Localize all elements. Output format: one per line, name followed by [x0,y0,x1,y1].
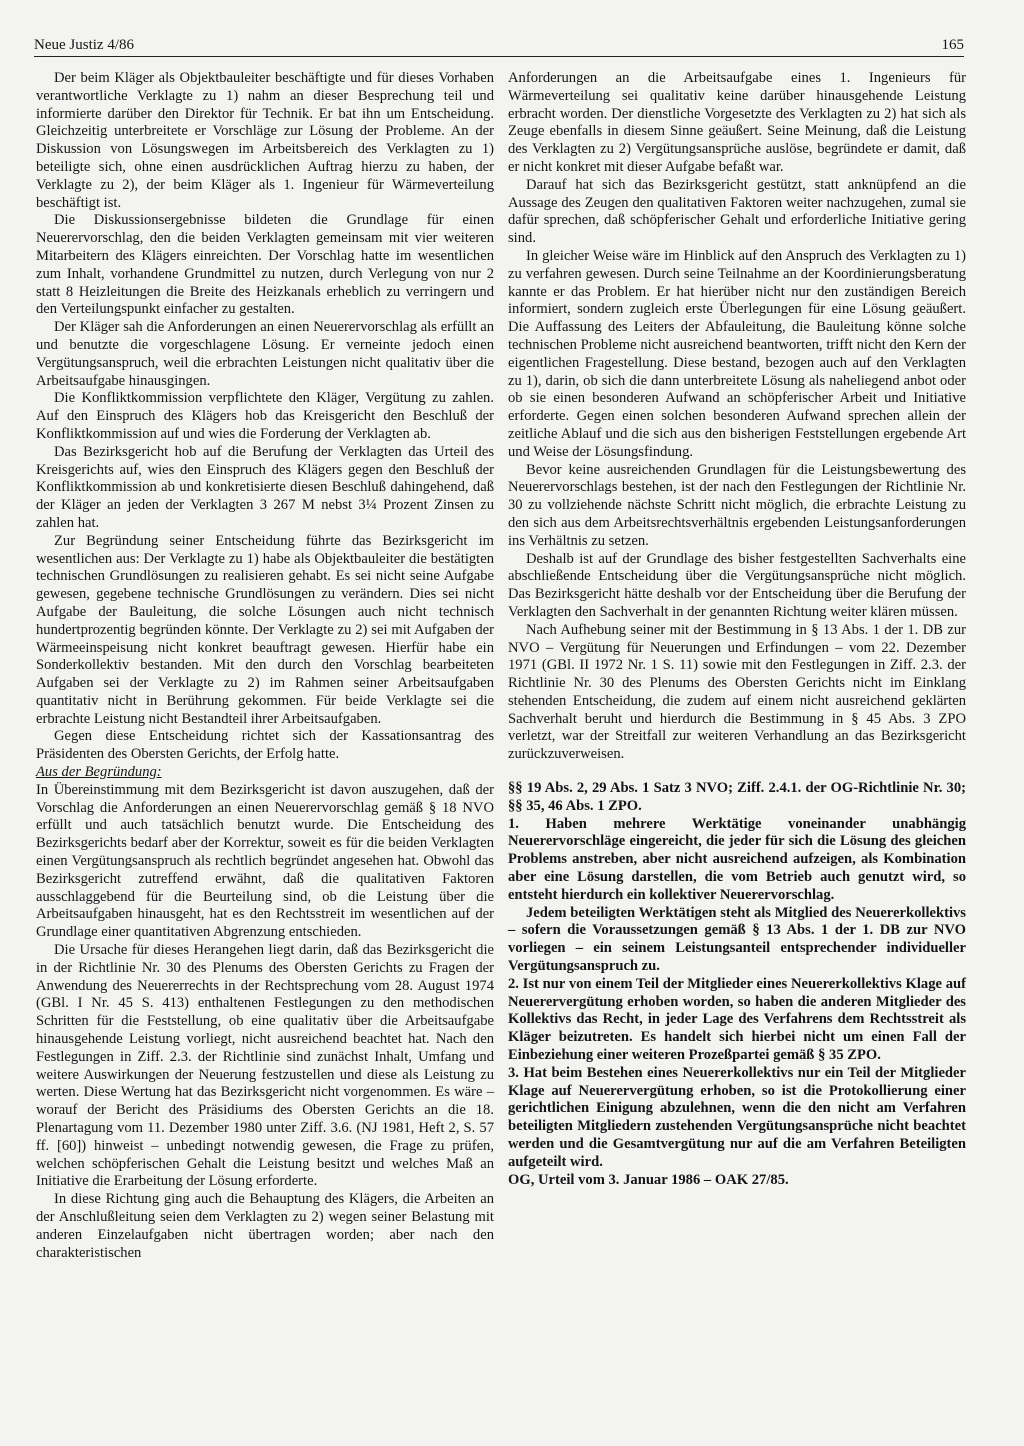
legal-references: §§ 19 Abs. 2, 29 Abs. 1 Satz 3 NVO; Ziff. 2.4.1. der OG-Richtlinie Nr. 30; §§ 35, 46 Abs. 1 ZPO. [508,780,966,814]
paragraph: Die Ursache für dieses Herangehen liegt darin, daß das Bezirksgericht die in der Richtlinie Nr. 30 des Plenums des Obersten Gerichts zu Fragen der Anwendung des Neuererrechts in der Rechtsprechung vom 28. August 1974 (GBl. I Nr. 45 S. 413) enthaltenen Festlegungen zu den methodischen Schritten für die Feststellung, ob eine qualitativ über die Arbeitsaufgabe hinausgehende Leistung vorliegt, nicht ausreichend beachtet hat. Nach den Festlegungen in Ziff. 2.3. der Richtlinie sind zunächst Inhalt, Umfang und weitere Auswirkungen der Neuerung festzustellen und diese als Leistung zu werten. Diese Wertung hat das Bezirksgericht nicht vorgenommen. Es wäre – worauf der Bericht des Präsidiums des Obersten Gerichts an die 18. Plenartagung vom 11. Dezember 1980 unter Ziff. 3.6. (NJ 1981, Heft 2, S. 57 ff. [60]) hinweist – unbedingt notwendig gewesen, die Frage zu prüfen, welchen schöpferischen Gehalt die Leistung besitzt und welches Maß an Initiative die Erarbeitung der Lösung erforderte. [36,942,494,1190]
paragraph: Nach Aufhebung seiner mit der Bestimmung in § 13 Abs. 1 der 1. DB zur NVO – Vergütung für Neuerungen und Erfindungen – vom 22. Dezember 1971 (GBl. II 1972 Nr. 1 S. 11) sowie mit den Festlegungen in Ziff. 2.3. der Richtlinie Nr. 30 des Plenums des Obersten Gerichts nicht im Einklang stehenden Entscheidung, die zudem auf einem nicht ausreichend geklärten Sachverhalt beruht und hierdurch die Bestimmung in § 45 Abs. 3 ZPO verletzt, war der Streitfall zur weiteren Verhandlung an das Bezirksgericht zurückzuverweisen. [508,621,966,763]
paragraph: Der Kläger sah die Anforderungen an einen Neuerervorschlag als erfüllt an und benutzte die vorgeschlagene Lösung. Er verneinte jedoch einen Vergütungsanspruch, weil die erbrachten Leistungen nicht qualitativ über die Arbeitsaufgabe hinausgingen. [36,319,494,389]
paragraph: Die Konfliktkommission verpflichtete den Kläger, Vergütung zu zahlen. Auf den Einspruch des Klägers hob das Kreisgericht den Beschluß der Konfliktkommission auf und wies die Forderung der Verklagten ab. [36,390,494,442]
headnote: 3. Hat beim Bestehen eines Neuererkollektivs nur ein Teil der Mitglieder Klage auf Neuerervergütung erhoben, so ist die Protokollierung einer gerichtlichen Einigung abzulehnen, wenn die den nicht am Verfahren beteiligten Mitgliedern zustehenden Vergütungsansprüche nicht beachtet werden und die Gesamtvergütung nur auf die am Verfahren Beteiligten aufgeteilt wird. [508,1064,966,1170]
paragraph: Darauf hat sich das Bezirksgericht gestützt, statt anknüpfend an die Aussage des Zeugen den qualitativen Faktoren weiter nachzugehen, zumal sie dafür sprechen, daß schöpferischer Gehalt und erforderliche Initiative gering sind. [508,176,966,247]
journal-title: Neue Justiz 4/86 [34,37,134,53]
paragraph: Die Diskussionsergebnisse bildeten die Grundlage für einen Neuerervorschlag, den die beiden Verklagten gemeinsam mit vier weiteren Mitarbeitern des Klägers einreichten. Der Vorschlag hatte im wesentlichen zum Inhalt, vorhandene Grundmittel zu nutzen, durch Verlegung von nur 2 statt 8 Heizleitungen die Breite des Heizkanals erheblich zu verringern und den Verteilungspunkt einfacher zu gestalten. [36,212,494,318]
paragraph: Gegen diese Entscheidung richtet sich der Kassationsantrag des Präsidenten des Obersten Gerichts, der Erfolg hatte. [36,728,494,763]
paragraph: Zur Begründung seiner Entscheidung führte das Bezirksgericht im wesentlichen aus: Der Verklagte zu 1) habe als Objektbauleiter die bestätigten technischen Grundlösungen zu realisieren gehabt. Es sei nicht seine Aufgabe gewesen, gegebene technische Grundlösungen zu verändern. Dies sei nicht Aufgabe der Bauleitung, die solche Lösungen auch nicht technisch hundertprozentig begründen könnte. Der Verklagte zu 2) sei mit Aufgaben der Wärmeeinspeisung nicht konkret beauftragt gewesen. Hierfür habe ein Sonderkollektiv bestanden. Mit den durch den Vorschlag bearbeiteten Aufgaben sei der Verklagte zu 2) im Rahmen seiner Arbeitsaufgaben quantitativ nicht in Berührung gekommen. Für beide Verklagte sei die erbrachte Leistung nicht Bestandteil ihrer Arbeitsaufgaben. [36,532,494,727]
section-subheading: Aus der Begründung: [36,764,162,781]
paragraph: Der beim Kläger als Objektbauleiter beschäftigte und für dieses Vorhaben verantwortliche Verklagte zu 1) nahm an dieser Besprechung teil und informierte darüber den Direktor für Technik. Er bat ihn um Entscheidung. Gleichzeitig unterbreitete er Vorschläge zur Lösung der Probleme. An der Diskussion von Lösungswegen im Arbeitsbereich des Verklagten zu 1) beteiligte sich, ohne einen ausdrücklichen Auftrag hierzu zu haben, der Verklagte zu 2), der beim Kläger als 1. Ingenieur für Wärmeverteilung beschäftigt ist. [36,70,494,211]
running-header [34,34,964,57]
right-column [508,70,966,1189]
headnote: 2. Ist nur von einem Teil der Mitglieder eines Neuererkollektivs Klage auf Neuerervergütung erhoben worden, so haben die anderen Mitglieder des Kollektivs das Recht, in jeder Lage des Verfahrens dem Rechtsstreit als Kläger beizutreten. Es handelt sich hierbei nicht um einen Fall der Einbeziehung einer weiteren Prozeßpartei gemäß § 35 ZPO. [508,975,966,1064]
paragraph: Bevor keine ausreichenden Grundlagen für die Leistungsbewertung des Neuerervorschlags bestehen, ist der nach den Festlegungen der Richtlinie Nr. 30 zu vollziehende nächste Schritt nicht möglich, die erbrachte Leistung zu den sich aus dem Arbeitsrechtsverhältnis ergebenden Leistungsanforderungen ins Verhältnis zu setzen. [508,461,966,549]
paragraph: Deshalb ist auf der Grundlage des bisher festgestellten Sachverhalts eine abschließende Entscheidung über die Vergütungsansprüche nicht möglich. Das Bezirksgericht hätte deshalb vor der Entscheidung über die Berufung der Verklagten den Sachverhalt in der genannten Richtung weiter klären müssen. [508,550,966,620]
headnote: 1. Haben mehrere Werktätige voneinander unabhängig Neuerervorschläge eingereicht, die jeder für sich die Lösung des gleichen Problems anstreben, aber nicht ausreichend aufzeigen, als Kombination aber eine Lösung darstellen, die vom Betrieb auch genutzt wird, so entsteht hierdurch ein kollektiver Neuerervorschlag. [508,815,966,903]
paragraph: Das Bezirksgericht hob auf die Berufung der Verklagten das Urteil des Kreisgerichts auf, wies den Einspruch des Klägers gegen den Beschluß der Konfliktkommission ab und konkretisierte diesen Beschluß dahingehend, daß der Kläger an jeden der Verklagten 3 267 M nebst 3¼ Prozent Zinsen zu zahlen hat. [36,443,494,531]
paragraph: In gleicher Weise wäre im Hinblick auf den Anspruch des Verklagten zu 1) zu verfahren gewesen. Durch seine Teilnahme an der Koordinierungsberatung kannte er das Problem. Er hat hierüber nicht nur den zuständigen Bereich informiert, sondern zugleich erste Überlegungen für eine Lösung geäußert. Die Auffassung des Leiters der Abfauleitung, die Bauleitung könne solche technischen Probleme nicht ausreichend beantworten, trifft nicht den Kern der eigentlichen Fragestellung. Diese bestand, bezogen auch auf den Verklagten zu 1), darin, ob sich die dann unterbreitete Lösung als naheliegend anbot oder ob sie einen besonderen Aufwand an schöpferischer Arbeit und Initiative erforderte. Gegen einen solchen besonderen Aufwand sprechen allein der zeitliche Ablauf und die sich aus den bisherigen Feststellungen ergebende Art und Weise der Lösungsfindung. [508,247,966,460]
paragraph: Anforderungen an die Arbeitsaufgabe eines 1. Ingenieurs für Wärmeverteilung sei qualitativ keine darüber hinausgehende Leistung erbracht worden. Der dienstliche Vorgesetzte des Verklagten zu 2) hat sich als Zeuge ebenfalls in diesem Sinne geäußert. Seine Meinung, daß die Leistung des Verklagten zu 2) Vergütungsansprüche auslöse, begründete er damit, daß er nicht konkret mit dieser Aufgabe befaßt war. [508,70,966,175]
left-column [36,70,494,1262]
court-citation: OG, Urteil vom 3. Januar 1986 – OAK 27/85. [508,1171,789,1188]
paragraph: In diese Richtung ging auch die Behauptung des Klägers, die Arbeiten an der Anschlußleitung seien dem Verklagten zu 2) wegen seiner Belastung mit anderen Einzelaufgaben nicht übertragen worden; aber nach den charakteristischen [36,1191,494,1261]
page-number: 165 [941,37,964,53]
headnote: Jedem beteiligten Werktätigen steht als Mitglied des Neuererkollektivs – sofern die Voraussetzungen gemäß § 13 Abs. 1 der 1. DB zur NVO vorliegen – ein seinem Leistungsanteil entsprechender individueller Vergütungsanspruch zu. [508,904,966,975]
paragraph: In Übereinstimmung mit dem Bezirksgericht ist davon auszugehen, daß der Vorschlag die Anforderungen an einen Neuerervorschlag gemäß § 18 NVO erfüllt und auch tatsächlich benutzt wurde. Die Entscheidung des Bezirksgerichts bedarf aber der Korrektur, soweit es für die beiden Verklagten einen Vergütungsanspruch als rechtlich begründet angesehen hat. Obwohl das Bezirksgericht zutreffend erwähnt, daß die qualitativen Faktoren ausschlaggebend für die Beurteilung sind, ob die Leistung über die Arbeitsaufgaben hinausgeht, hat es den Rechtsstreit im wesentlichen auf der Grundlage einer quantitativen Abgrenzung entschieden. [36,781,494,941]
